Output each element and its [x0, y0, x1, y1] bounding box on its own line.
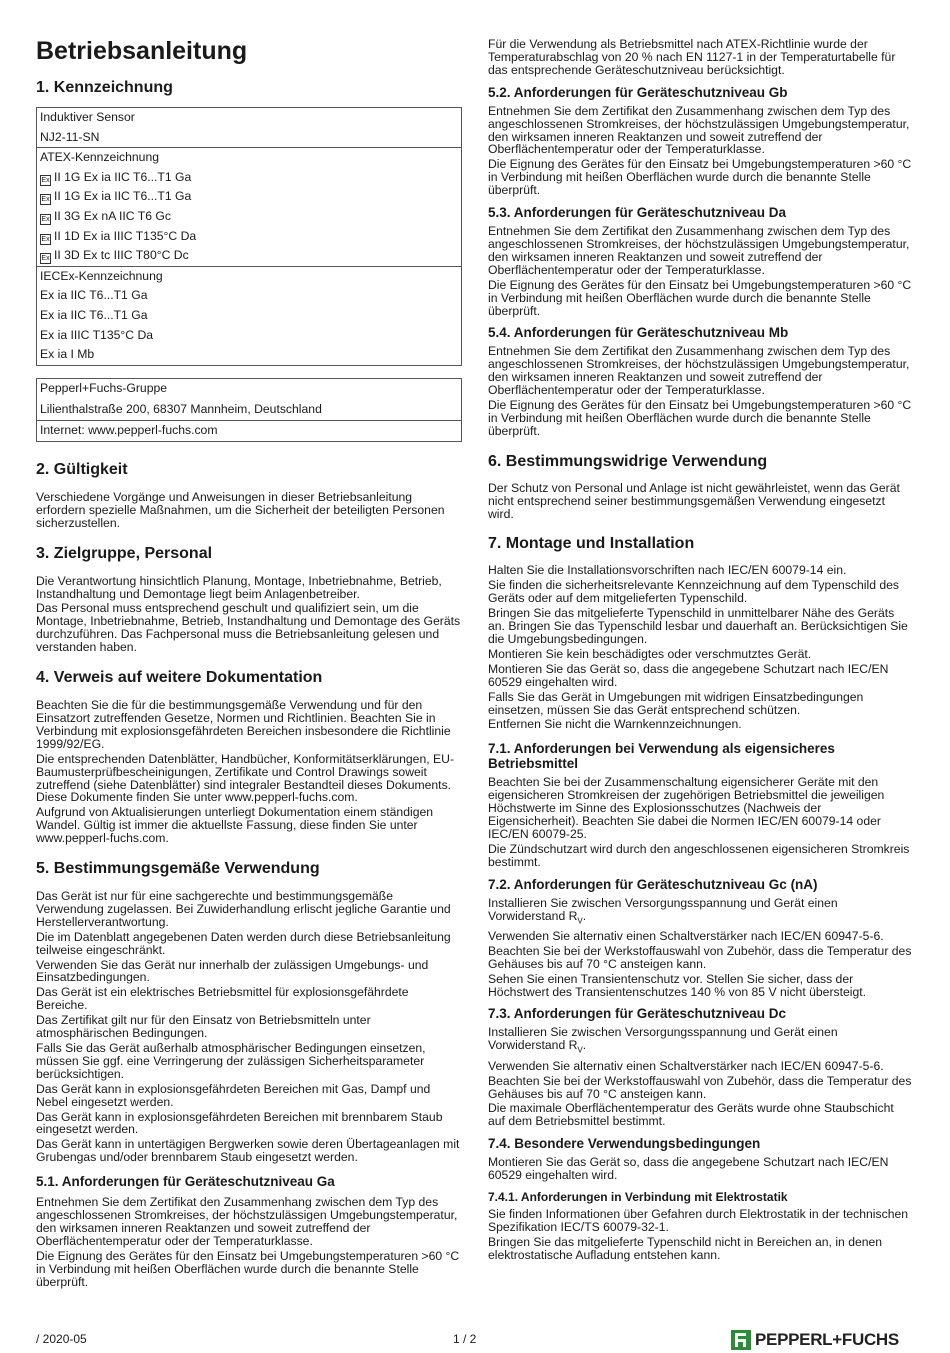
page-number: 1 / 2 [453, 1332, 477, 1346]
paragraph: Verwenden Sie alternativ einen Schaltverstärker nach IEC/EN 60947-5-6. [488, 928, 884, 943]
section-dc [488, 1006, 914, 1128]
paragraph: Montieren Sie das Gerät so, dass die angegebene Schutzart nach IEC/EN 60529 eingehalten wird. [488, 661, 889, 689]
paragraph: Für die Verwendung als Betriebsmittel nach ATEX-Richtlinie wurde der Temperaturabschlag von 20 % nach EN 1127-1 in der Temperaturtabelle für das entsprechende Geräteschutzniveau berücksichtigt. [488, 37, 896, 77]
subsection-heading: 5.1. Anforderungen für Geräteschutzniveau Ga [36, 1174, 335, 1190]
paragraph: Die im Datenblatt angegebenen Daten werden durch diese Betriebsanleitung teilweise eingeschränkt. [36, 929, 451, 957]
paragraph: Sie finden die sicherheitsrelevante Kennzeichnung auf dem Typenschild des Geräts oder auf dem mitgelieferten Typenschild. [488, 578, 900, 606]
marking-line: Ex ia I Mb [40, 347, 95, 362]
paragraph: Die maximale Oberflächentemperatur des Geräts wurde ohne Staubschicht auf dem Betriebsmittel bestimmt. [488, 1101, 894, 1129]
section-zielgruppe [36, 544, 462, 654]
marking-line: Ex II 1G Ex ia IIC T6...T1 Ga [41, 169, 192, 184]
section-gc [488, 877, 914, 999]
subsubsection-heading: 7.4.1. Anforderungen in Verbindung mit Elektrostatik [488, 1190, 788, 1205]
paragraph: Falls Sie das Gerät in Umgebungen mit widrigen Einsatzbedingungen einsetzen, müssen Sie das Gerät entsprechend schützen. [488, 689, 864, 717]
paragraph: Das Gerät kann in explosionsgefährdeten Bereichen mit Gas, Dampf und Nebel eingesetzt werden. [36, 1081, 431, 1109]
paragraph: Beachten Sie bei der Zusammenschaltung eigensicherer Geräte mit den eigensicheren Stromkreisen der zugehörigen Betriebsmittel die jeweiligen Höchstwerte im Sinne des Explosionsschutzes (Nachweis der Eigensicherheit). Beachten Sie dabei die Normen IEC/EN 60079-14 oder IEC/EN 60079-25. [488, 775, 885, 841]
paragraph: Sie finden Informationen über Gefahren durch Elektrostatik in der technischen Spezifikation IEC/TS 60079-32-1. [488, 1207, 909, 1234]
paragraph: Montieren Sie das Gerät so, dass die angegebene Schutzart nach IEC/EN 60529 eingehalten wird. [488, 1155, 889, 1183]
section-heading: 4. Verweis auf weitere Dokumentation [36, 669, 323, 687]
paragraph: Montieren Sie kein beschädigtes oder verschmutztes Gerät. [488, 646, 812, 661]
paragraph: Die entsprechenden Datenblätter, Handbücher, Konformitätserklärungen, EU-Baumusterprüfbescheinigungen, Zertifikate und Control Drawings soweit zutreffend (siehe Datenblätter) sind integraler Bestandteil dieses Dokuments. Diese Dokumente finden Sie unter www.pepperl-fuchs.com. [36, 751, 455, 805]
paragraph: Das Personal muss entsprechend geschult und qualifiziert sein, um die Montage, Inbetriebnahme, Betrieb, Instandhaltung und Demontage des Geräts durchzuführen. Das Fachpersonal muss die Betriebsanleitung gelesen und verstanden haben. [36, 601, 461, 655]
section-dokumentation [36, 668, 462, 845]
atex-note [488, 38, 914, 77]
subsection-heading: 5.4. Anforderungen für Geräteschutzniveau Mb [488, 325, 789, 341]
subsection-heading: 5.2. Anforderungen für Geräteschutzniveau Gb [488, 84, 788, 100]
marking-group-atex [37, 148, 461, 267]
section-elektrostatik [488, 1190, 914, 1262]
marking-line: Induktiver Sensor [40, 110, 135, 124]
paragraph: Das Gerät kann in explosionsgefährdeten Bereichen mit brennbarem Staub eingesetzt werden. [36, 1109, 443, 1137]
paragraph: Falls Sie das Gerät außerhalb atmosphärischer Bedingungen einsetzen, müssen Sie ggf. eine Verringerung der zulässigen Sicherheitsparameter berücksichtigen. [36, 1041, 426, 1081]
marking-line: NJ2-11-SN [40, 129, 100, 144]
ex-hexagon-icon: Ex [41, 255, 50, 263]
marking-line: Ex ia IIC T6...T1 Ga [40, 307, 148, 322]
brand-name: PEPPERL+FUCHS [755, 1330, 899, 1349]
section-da [488, 205, 914, 317]
footer-date: / 2020-05 [36, 1332, 87, 1346]
paragraph: Bringen Sie das mitgelieferte Typenschild in unmittelbarer Nähe des Geräts an. Bringen Sie das Typenschild lesbar und dauerhaft an. Berücksichtigen Sie die Umgebungsbedingungen. [488, 606, 908, 646]
manufacturer-box [36, 378, 462, 442]
marking-line: IECEx-Kennzeichnung [40, 268, 163, 283]
marking-line: Ex ia IIIC T135°C Da [40, 327, 154, 342]
subsection-heading: 7.2. Anforderungen für Geräteschutzniveau Gc (nA) [488, 876, 818, 892]
section-mb [488, 325, 914, 437]
internet-line: Internet: www.pepperl-fuchs.com [40, 423, 218, 438]
paragraph: Sehen Sie einen Transientenschutz vor. Stellen Sie sicher, dass der Höchstwert des Transientenschutzes 140 % von 85 V nicht übersteigt. [488, 971, 867, 999]
paragraph: Entnehmen Sie dem Zertifikat den Zusammenhang zwischen dem Typ des angeschlossenen Stromkreises, der höchstzulässigen Umgebungstemperatur, den wirksamen inneren Reaktanzen und soweit zutreffend der Oberflächentemperatur oder der Temperaturklasse. [488, 224, 910, 277]
subsection-heading: 7.4. Besondere Verwendungsbedingungen [488, 1136, 761, 1152]
section-montage [488, 534, 914, 731]
marking-line: Ex II 1G Ex ia IIC T6...T1 Ga [41, 189, 192, 204]
marking-box [36, 107, 462, 366]
section-eigensicher [488, 741, 914, 868]
subsection-heading: 5.3. Anforderungen für Geräteschutzniveau Da [488, 205, 787, 221]
brand-logo [731, 1330, 899, 1350]
section-heading: 1. Kennzeichnung [36, 79, 173, 96]
section-heading: 6. Bestimmungswidrige Verwendung [488, 452, 768, 470]
paragraph: Die Verantwortung hinsichtlich Planung, Montage, Inbetriebnahme, Betrieb, Instandhaltung und Demontage liegt beim Anlagenbetreiber. [36, 573, 442, 601]
paragraph: Verwenden Sie alternativ einen Schaltverstärker nach IEC/EN 60947-5-6. [488, 1058, 884, 1073]
marking-line: Ex II 1D Ex ia IIIC T135°C Da [41, 228, 197, 243]
subsection-heading: 7.1. Anforderungen bei Verwendung als eigensicheres Betriebsmittel [488, 741, 835, 772]
section-gb [488, 85, 914, 197]
paragraph: Die Eignung des Gerätes für den Einsatz bei Umgebungstemperaturen >60 °C in Verbindung mit heißen Oberflächen wurde durch die benannte Stelle überprüft. [488, 157, 912, 198]
ex-hexagon-icon: Ex [41, 176, 50, 184]
ex-hexagon-icon: Ex [41, 196, 50, 204]
paragraph: Bringen Sie das mitgelieferte Typenschild nicht in Bereichen an, in denen elektrostatische Aufladung entstehen kann. [488, 1234, 883, 1262]
section-kennzeichnung [36, 78, 462, 442]
paragraph: Entnehmen Sie dem Zertifikat den Zusammenhang zwischen dem Typ des angeschlossenen Stromkreises, der höchstzulässigen Umgebungstemperatur, den wirksamen inneren Reaktanzen und soweit zutreffend der Oberflächentemperatur oder der Temperaturklasse. [488, 103, 910, 157]
section-heading: 3. Zielgruppe, Personal [36, 544, 213, 562]
paragraph: Entfernen Sie nicht die Warnkennzeichnungen. [488, 717, 742, 732]
paragraph: Der Schutz von Personal und Anlage ist nicht gewährleistet, wenn das Gerät nicht entsprechend seiner bestimmungsgemäßen Verwendung eingesetzt wird. [488, 480, 900, 521]
marking-line: Ex II 3G Ex nA IIC T6 Gc [41, 208, 171, 223]
marking-line: Ex ia IIC T6...T1 Ga [40, 288, 148, 303]
paragraph: Die Eignung des Gerätes für den Einsatz bei Umgebungstemperaturen >60 °C in Verbindung mit heißen Oberflächen wurde durch die benannte Stelle überprüft. [488, 398, 912, 438]
section-bestimmungswidrig [488, 452, 914, 521]
paragraph: Entnehmen Sie dem Zertifikat den Zusammenhang zwischen dem Typ des angeschlossenen Stromkreises, der höchstzulässigen Umgebungstemperatur, den wirksamen inneren Reaktanzen und soweit zutreffend der Oberflächentemperatur oder der Temperaturklasse. [36, 1195, 458, 1248]
marking-line: ATEX-Kennzeichnung [40, 150, 160, 165]
pf-logo-icon [731, 1330, 751, 1350]
section-gueltigkeit [36, 460, 462, 530]
paragraph: Installieren Sie zwischen Versorgungsspannung und Gerät einen Vorwiderstand $R_V$. [488, 895, 838, 926]
section-heading: 7. Montage und Installation [488, 535, 695, 553]
ex-hexagon-icon: Ex [41, 215, 50, 223]
paragraph: Das Gerät ist nur für eine sachgerechte und bestimmungsgemäße Verwendung zugelassen. Bei Zuwiderhandlung erlischt jegliche Garantie und Herstellerverantwortung. [36, 889, 451, 929]
paragraph: Die Zündschutzart wird durch den angeschlossenen eigensicheren Stromkreis bestimmt. [488, 841, 910, 869]
page-footer [0, 1330, 950, 1350]
paragraph: Das Gerät kann in untertägigen Bergwerken sowie deren Übertageanlagen mit Grubengas und/oder brennbarem Staub eingesetzt werden. [36, 1137, 460, 1165]
marking-line: Ex II 3D Ex tc IIIC T80°C Dc [41, 248, 189, 263]
paragraph: Verwenden Sie das Gerät nur innerhalb der zulässigen Umgebungs- und Einsatzbedingungen. [36, 957, 429, 985]
manufacturer-line: Pepperl+Fuchs-Gruppe [40, 380, 168, 395]
paragraph: Das Zertifikat gilt nur für den Einsatz von Betriebsmitteln unter atmosphärischen Bedingungen. [36, 1013, 371, 1041]
manufacturer-line: Lilienthalstraße 200, 68307 Mannheim, Deutschland [40, 402, 322, 417]
paragraph: Die Eignung des Gerätes für den Einsatz bei Umgebungstemperaturen >60 °C in Verbindung mit heißen Oberflächen wurde durch die benannte Stelle überprüft. [36, 1248, 460, 1289]
marking-group-sensor [37, 108, 461, 148]
paragraph: Beachten Sie bei der Werkstoffauswahl von Zubehör, dass die Temperatur des Gehäuses bis auf 70 °C ansteigen kann. [488, 1073, 912, 1101]
section-besondere [488, 1136, 914, 1182]
paragraph: Aufgrund von Aktualisierungen unterliegt Dokumentation einem ständigen Wandel. Gültig ist immer die aktuellste Fassung, diese finden Sie unter www.pepperl-fuchs.com. [36, 805, 434, 846]
paragraph: Beachten Sie die für die bestimmungsgemäße Verwendung und für den Einsatzort zutreffenden Gesetze, Normen und Richtlinien. Beachten Sie in Verbindung mit explosionsgefährdeten Bereichen insbesondere die Richtlinie 1999/92/EG. [36, 698, 451, 751]
internet-group [37, 421, 461, 441]
right-column [488, 38, 914, 1270]
section-ga [36, 1174, 462, 1288]
paragraph: Das Gerät ist ein elektrisches Betriebsmittel für explosionsgefährdete Bereiche. [36, 985, 409, 1013]
left-column [36, 36, 462, 1297]
subsection-heading: 7.3. Anforderungen für Geräteschutzniveau Dc [488, 1006, 787, 1022]
paragraph: Verschiedene Vorgänge und Anweisungen in dieser Betriebsanleitung erfordern spezielle Maßnahmen, um die Sicherheit der beteiligten Personen sicherzustellen. [36, 489, 445, 530]
ex-hexagon-icon: Ex [41, 235, 50, 243]
section-heading: 5. Bestimmungsgemäße Verwendung [36, 860, 320, 878]
paragraph: Installieren Sie zwischen Versorgungsspannung und Gerät einen Vorwiderstand $R_V$. [488, 1025, 838, 1055]
paragraph: Entnehmen Sie dem Zertifikat den Zusammenhang zwischen dem Typ des angeschlossenen Stromkreises, der höchstzulässigen Umgebungstemperatur, den wirksamen inneren Reaktanzen und soweit zutreffend der Oberflächentemperatur oder der Temperaturklasse. [488, 344, 910, 398]
document-title: Betriebsanleitung [36, 37, 248, 65]
marking-group-iecex [37, 267, 461, 365]
manufacturer-group [37, 379, 461, 422]
section-verwendung [36, 859, 462, 1164]
paragraph: Beachten Sie bei der Werkstoffauswahl von Zubehör, dass die Temperatur des Gehäuses bis auf 70 °C ansteigen kann. [488, 943, 912, 971]
paragraph: Die Eignung des Gerätes für den Einsatz bei Umgebungstemperaturen >60 °C in Verbindung mit heißen Oberflächen wurde durch die benannte Stelle überprüft. [488, 277, 912, 318]
paragraph: Halten Sie die Installationsvorschriften nach IEC/EN 60079-14 ein. [488, 563, 847, 578]
section-heading: 2. Gültigkeit [36, 460, 128, 478]
